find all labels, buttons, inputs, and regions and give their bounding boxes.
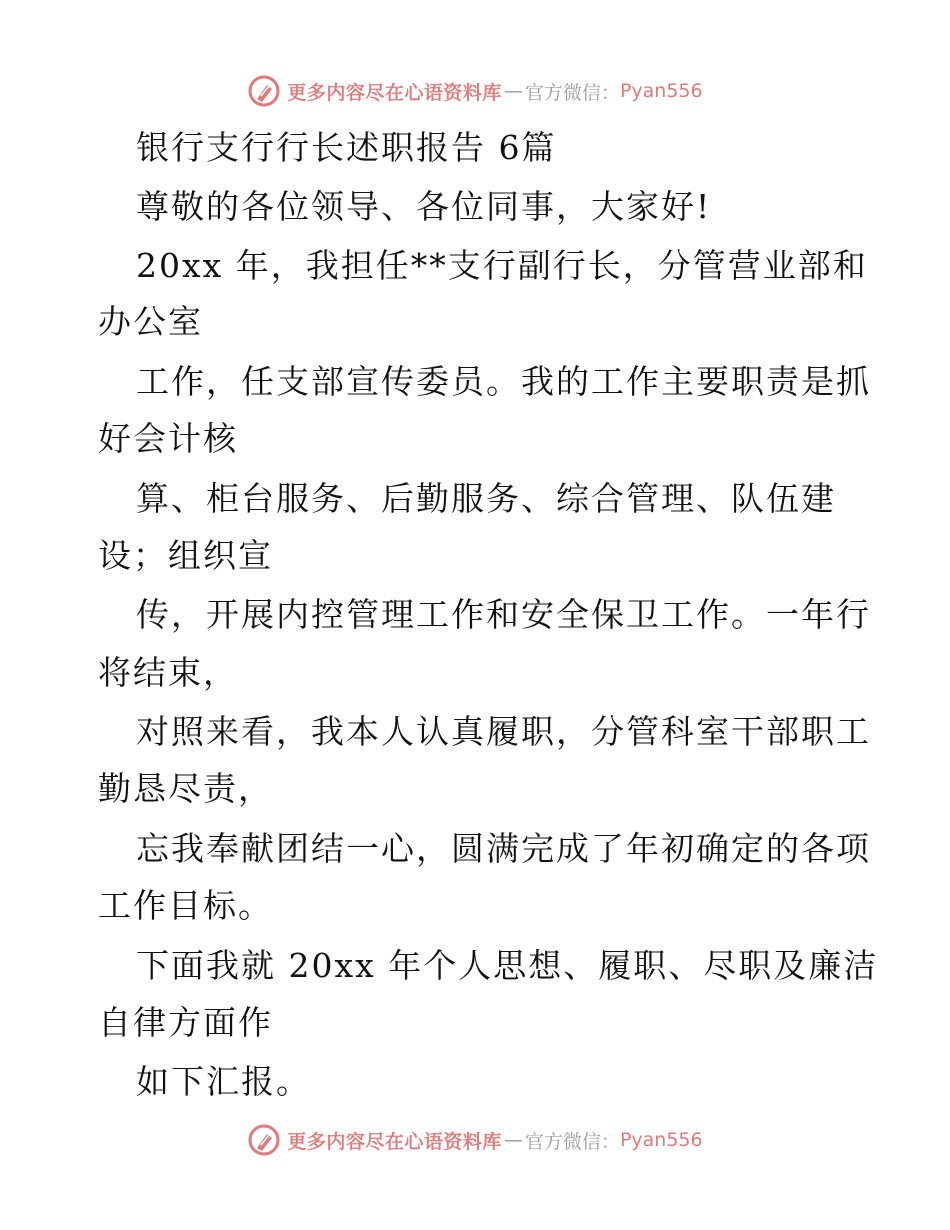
footer-banner — [0, 1120, 950, 1160]
body-line: 办公室 — [98, 302, 203, 341]
greeting-line: 尊敬的各位领导、各位同事，大家好! — [136, 187, 712, 226]
body-line: 将结束， — [98, 653, 238, 692]
body-line: 20xx 年，我担任**支行副行长，分管营业部和 — [136, 246, 868, 285]
body-line: 工作目标。 — [98, 886, 273, 925]
banner-label: 官方微信： — [524, 81, 620, 104]
banner-account: Pyan556 — [619, 1129, 703, 1151]
body-line: 设；组织宣 — [98, 536, 273, 575]
body-line: 工作，任支部宣传委员。我的工作主要职责是抓 — [136, 362, 871, 401]
body-line: 勤恳尽责， — [98, 769, 273, 808]
banner-main-text: 更多内容尽在心语资料库 — [287, 1130, 502, 1153]
body-line: 下面我就 20xx 年个人思想、履职、尽职及廉洁 — [136, 946, 879, 985]
banner-separator: — — [503, 80, 523, 102]
document-title: 银行支行行长述职报告 6篇 — [136, 128, 557, 167]
body-line: 如下汇报。 — [136, 1062, 311, 1101]
banner-label: 官方微信： — [524, 1130, 620, 1153]
body-line: 好会计核 — [98, 419, 238, 458]
body-line: 传，开展内控管理工作和安全保卫工作。一年行 — [136, 595, 871, 634]
body-line: 自律方面作 — [98, 1003, 273, 1042]
body-line: 忘我奉献团结一心，圆满完成了年初确定的各项 — [136, 829, 871, 868]
banner-main-text: 更多内容尽在心语资料库 — [287, 81, 502, 104]
pen-nib-circle-icon — [247, 1123, 281, 1157]
banner-account: Pyan556 — [619, 80, 703, 102]
body-line: 对照来看，我本人认真履职，分管科室干部职工 — [136, 712, 871, 751]
body-line: 算、柜台服务、后勤服务、综合管理、队伍建 — [136, 479, 836, 518]
banner-separator: — — [503, 1129, 523, 1151]
